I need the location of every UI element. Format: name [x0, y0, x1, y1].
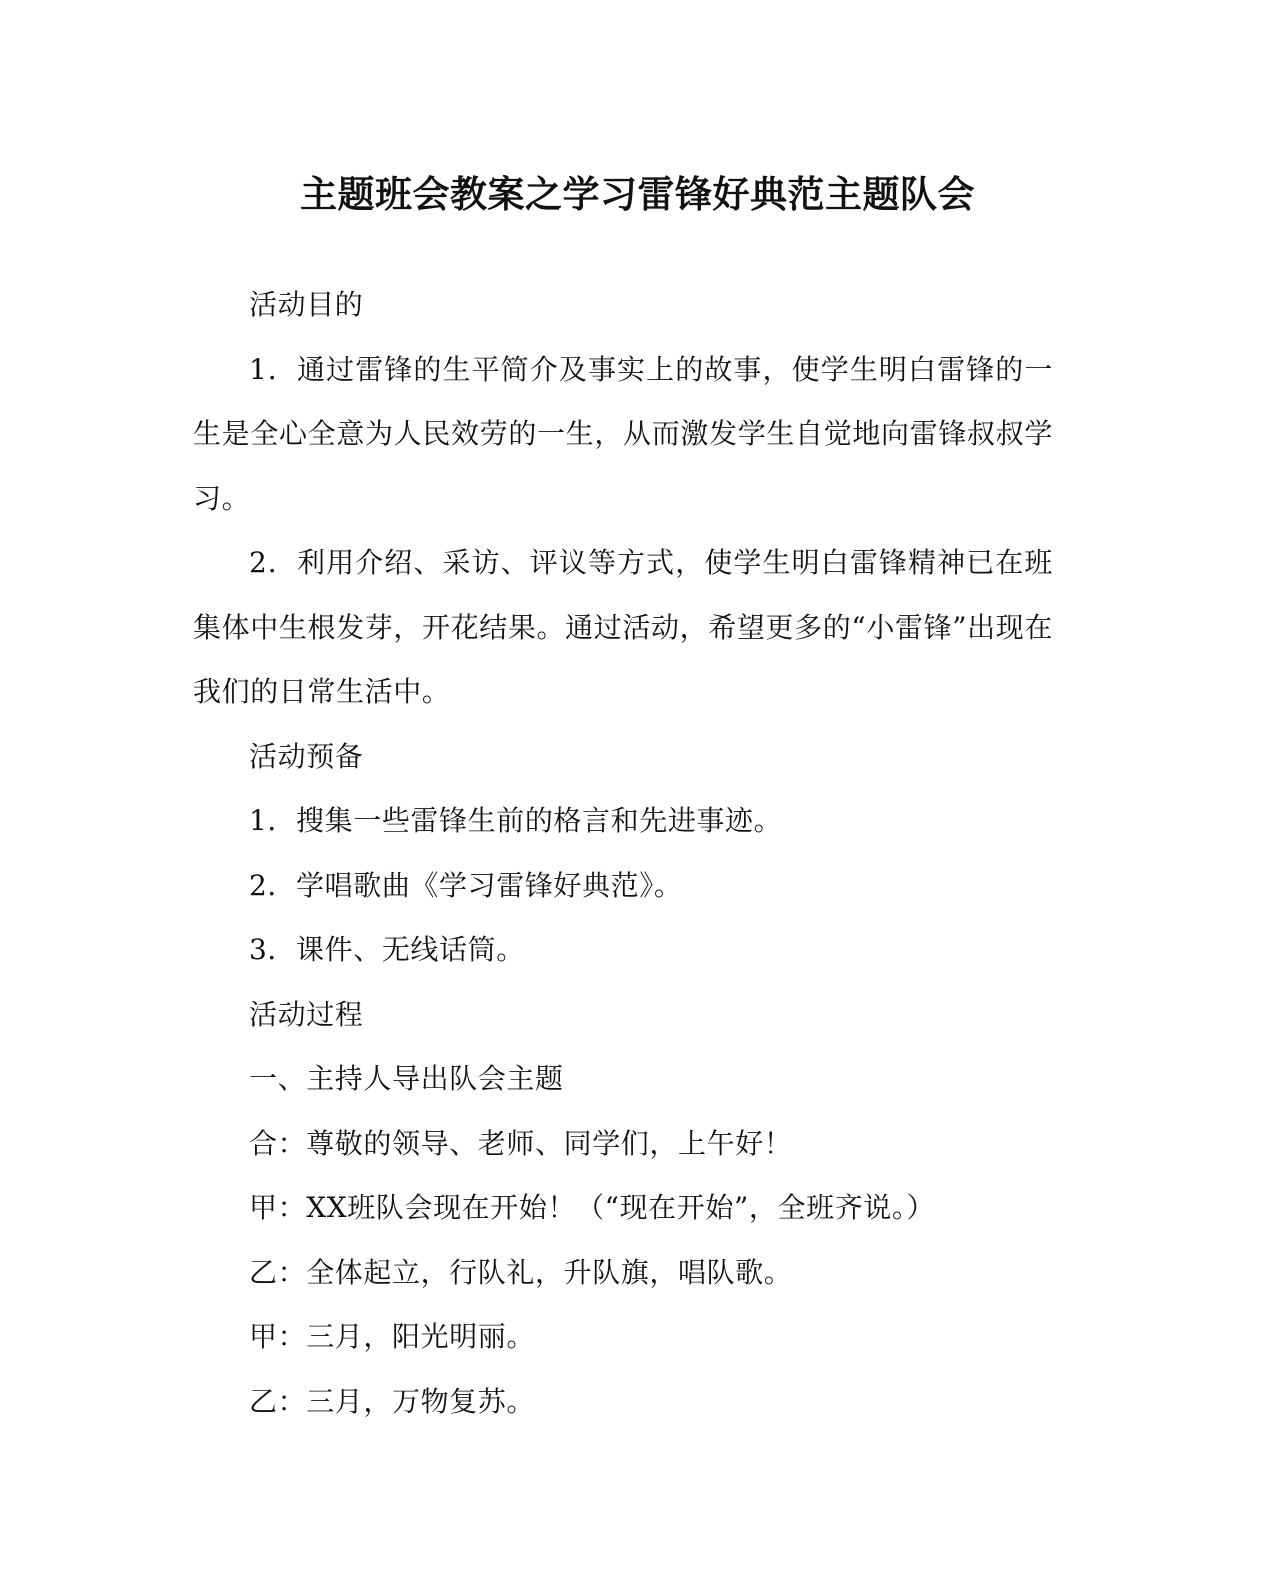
paragraph-purpose-1: 1．通过雷锋的生平简介及事实上的故事，使学生明白雷锋的一生是全心全意为人民效劳的一生，从而激发学生自觉地向雷锋叔叔学习。 — [193, 352, 1053, 515]
section-heading-process: 活动过程 — [249, 997, 364, 1031]
paragraph-preparation-3: 3．课件、无线话筒。 — [249, 933, 525, 966]
dialogue-line: 合：尊敬的领导、老师、同学们，上午好！ — [249, 1126, 793, 1160]
section-heading-preparation: 活动预备 — [249, 739, 364, 773]
paragraph-purpose-2: 2．利用介绍、采访、评议等方式，使学生明白雷锋精神已在班集体中生根发芽，开花结果。通过活动，希望更多的“小雷锋”出现在我们的日常生活中。 — [193, 546, 1053, 708]
paragraph-preparation-2: 2．学唱歌曲《学习雷锋好典范》。 — [249, 868, 683, 902]
paragraph-preparation-1: 1．搜集一些雷锋生前的格言和先进事迹。 — [249, 804, 783, 837]
dialogue-line: 乙：全体起立，行队礼，升队旗，唱队歌。 — [249, 1255, 793, 1289]
dialogue-line: 甲：三月，阳光明丽。 — [249, 1320, 536, 1353]
document-title: 主题班会教案之学习雷锋好典范主题队会 — [300, 172, 975, 216]
subheading-process-1: 一、主持人导出队会主题 — [249, 1062, 564, 1095]
dialogue-line: 甲：XX班队会现在开始！（“现在开始”，全班齐说。） — [249, 1191, 936, 1224]
document-body — [193, 273, 1053, 1434]
dialogue-line: 乙：三月，万物复苏。 — [249, 1384, 536, 1418]
section-heading-purpose: 活动目的 — [249, 288, 364, 321]
